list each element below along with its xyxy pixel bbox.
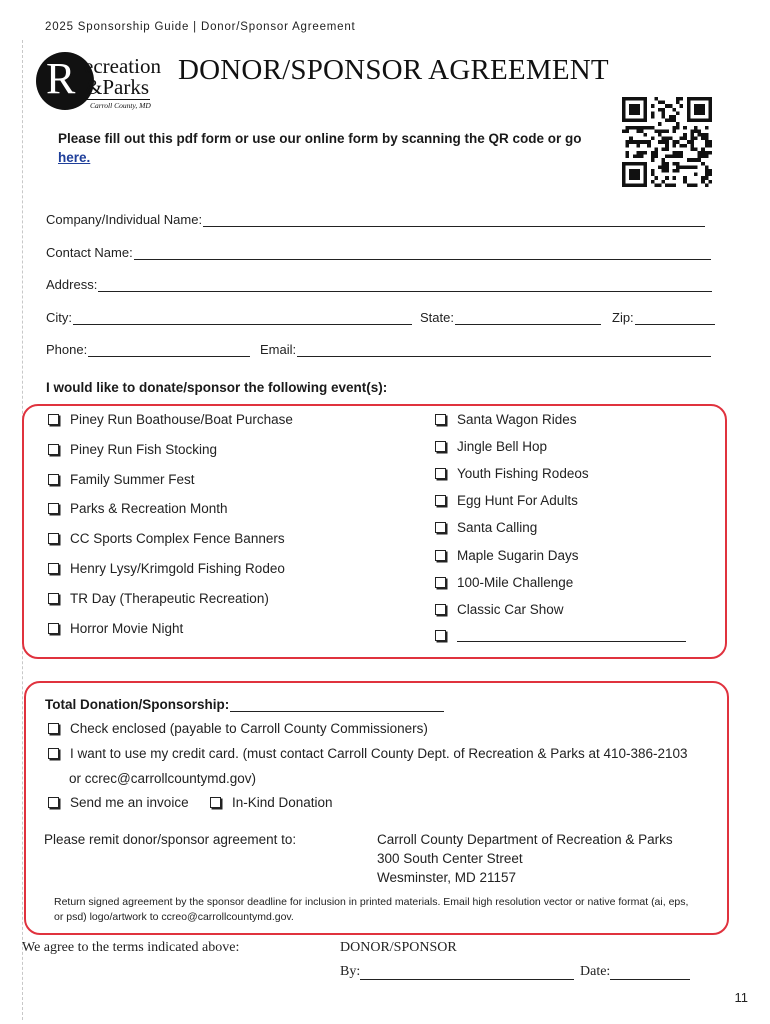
email-label: Email: <box>260 342 297 357</box>
checkbox-icon[interactable] <box>48 444 59 455</box>
city-input-line[interactable] <box>73 310 412 325</box>
signature-input-line[interactable] <box>360 967 574 980</box>
page-title: DONOR/SPONSOR AGREEMENT <box>178 54 609 86</box>
event-checkbox[interactable] <box>48 621 183 636</box>
signer-party: DONOR/SPONSOR <box>340 940 457 955</box>
signature-by-field[interactable] <box>340 964 574 980</box>
address-input-line[interactable] <box>98 277 712 292</box>
logo-word-recreation: ecreation <box>84 54 161 78</box>
event-checkbox[interactable] <box>435 575 573 590</box>
event-checkbox[interactable] <box>48 472 195 487</box>
checkbox-icon[interactable] <box>48 797 59 808</box>
credit-card-label-cont: or ccrec@carrollcountymd.gov) <box>69 771 257 786</box>
checkbox-icon[interactable] <box>48 474 59 485</box>
event-label: Parks & Recreation Month <box>70 501 228 516</box>
event-label: Horror Movie Night <box>70 621 184 636</box>
total-donation-label: Total Donation/Sponsorship: <box>45 697 230 712</box>
logo-rule <box>82 99 150 100</box>
online-form-link[interactable]: here. <box>58 150 91 165</box>
event-checkbox[interactable] <box>435 493 578 508</box>
state-field[interactable] <box>420 310 601 325</box>
submission-note: Return signed agreement by the sponsor deadline for inclusion in printed materials. Email high resolution vector or native format (ai, eps, or psd) logo/artwork to ccreo@carrollcountymd.gov. <box>54 896 689 923</box>
event-label: Classic Car Show <box>457 602 564 617</box>
event-label: Egg Hunt For Adults <box>457 493 578 508</box>
email-input-line[interactable] <box>297 342 711 357</box>
address-label: Address: <box>46 277 98 292</box>
checkbox-icon[interactable] <box>48 563 59 574</box>
company-label: Company/Individual Name: <box>46 212 203 227</box>
event-checkbox[interactable] <box>435 602 564 617</box>
checkbox-icon[interactable] <box>435 468 446 479</box>
total-donation-input-line[interactable] <box>230 699 444 712</box>
checkbox-icon[interactable] <box>435 577 446 588</box>
checkbox-icon[interactable] <box>435 441 446 452</box>
state-label: State: <box>420 310 454 325</box>
event-checkbox[interactable] <box>435 439 547 454</box>
signature-date-field[interactable] <box>580 964 690 980</box>
contact-name-input-line[interactable] <box>134 245 711 260</box>
remit-org: Carroll County Department of Recreation & Parks <box>377 832 673 847</box>
state-input-line[interactable] <box>455 310 601 325</box>
event-label: Piney Run Boathouse/Boat Purchase <box>70 412 293 427</box>
remit-label: Please remit donor/sponsor agreement to: <box>44 832 297 847</box>
checkbox-icon[interactable] <box>435 630 446 641</box>
checkbox-icon[interactable] <box>48 414 59 425</box>
agree-statement: We agree to the terms indicated above: <box>22 940 240 955</box>
event-label: Piney Run Fish Stocking <box>70 442 218 457</box>
event-checkbox[interactable] <box>48 501 228 516</box>
intro-text <box>58 129 608 167</box>
event-label: Henry Lysy/Krimgold Fishing Rodeo <box>70 561 285 576</box>
company-input-line[interactable] <box>203 212 705 227</box>
intro-body: Please fill out this pdf form or use our online form by scanning the QR code or go <box>58 131 582 146</box>
checkbox-icon[interactable] <box>48 593 59 604</box>
contact-name-label: Contact Name: <box>46 245 133 260</box>
event-label: Santa Wagon Rides <box>457 412 577 427</box>
logo-letter: R <box>46 54 76 103</box>
event-checkbox[interactable] <box>48 531 285 546</box>
event-other-input-line[interactable] <box>457 629 686 642</box>
checkbox-icon[interactable] <box>435 495 446 506</box>
phone-label: Phone: <box>46 342 88 357</box>
contact-name-field[interactable] <box>46 245 711 260</box>
invoice-label: Send me an invoice <box>70 795 189 810</box>
checkbox-icon[interactable] <box>48 623 59 634</box>
checkbox-icon[interactable] <box>435 522 446 533</box>
event-label: 100-Mile Challenge <box>457 575 574 590</box>
event-checkbox[interactable] <box>48 591 269 606</box>
event-checkbox[interactable] <box>48 442 217 457</box>
check-enclosed-option[interactable] <box>48 721 428 736</box>
event-label: Santa Calling <box>457 520 538 535</box>
in-kind-label: In-Kind Donation <box>232 795 333 810</box>
page-number: 11 <box>734 990 748 1005</box>
zip-label: Zip: <box>612 310 634 325</box>
signature-by-label: By: <box>340 964 361 979</box>
date-input-line[interactable] <box>610 967 690 980</box>
total-donation-field[interactable] <box>45 697 444 712</box>
event-checkbox[interactable] <box>435 520 537 535</box>
check-enclosed-label: Check enclosed (payable to Carroll County Commissioners) <box>70 721 428 736</box>
signature-date-label: Date: <box>580 964 611 979</box>
events-heading: I would like to donate/sponsor the following event(s): <box>46 380 388 395</box>
event-other-checkbox[interactable] <box>435 629 686 642</box>
checkbox-icon[interactable] <box>210 797 221 808</box>
checkbox-icon[interactable] <box>435 414 446 425</box>
invoice-option[interactable] <box>48 795 189 810</box>
city-label: City: <box>46 310 72 325</box>
recreation-parks-logo <box>36 52 161 114</box>
qr-code-icon[interactable] <box>622 96 712 188</box>
phone-field[interactable] <box>46 342 250 357</box>
city-field[interactable] <box>46 310 412 325</box>
credit-card-label: I want to use my credit card. (must contact Carroll County Dept. of Recreation & Parks at 410-386-2103 <box>70 746 688 761</box>
event-checkbox[interactable] <box>435 548 579 563</box>
in-kind-option[interactable] <box>210 795 333 810</box>
checkbox-icon[interactable] <box>48 748 59 759</box>
event-checkbox[interactable] <box>435 466 589 481</box>
event-checkbox[interactable] <box>48 412 293 427</box>
event-label: TR Day (Therapeutic Recreation) <box>70 591 269 606</box>
checkbox-icon[interactable] <box>435 604 446 615</box>
event-label: CC Sports Complex Fence Banners <box>70 531 285 546</box>
remit-street: 300 South Center Street <box>377 851 523 866</box>
checkbox-icon[interactable] <box>435 550 446 561</box>
email-field[interactable] <box>260 342 711 357</box>
credit-card-option[interactable] <box>48 746 688 761</box>
checkbox-icon[interactable] <box>48 503 59 514</box>
event-checkbox[interactable] <box>48 561 285 576</box>
event-label: Family Summer Fest <box>70 472 195 487</box>
zip-input-line[interactable] <box>635 310 715 325</box>
running-header: 2025 Sponsorship Guide | Donor/Sponsor Agreement <box>45 21 356 33</box>
zip-field[interactable] <box>612 310 715 325</box>
logo-subtitle: Carroll County, MD <box>90 101 151 110</box>
phone-input-line[interactable] <box>88 342 250 357</box>
event-checkbox[interactable] <box>435 412 577 427</box>
company-field[interactable] <box>46 212 705 227</box>
event-label: Youth Fishing Rodeos <box>457 466 589 481</box>
remit-city: Wesminster, MD 21157 <box>377 870 517 885</box>
checkbox-icon[interactable] <box>48 533 59 544</box>
logo-word-parks: &Parks <box>86 75 149 99</box>
address-field[interactable] <box>46 277 712 292</box>
checkbox-icon[interactable] <box>48 723 59 734</box>
event-label: Maple Sugarin Days <box>457 548 579 563</box>
event-label: Jingle Bell Hop <box>457 439 548 454</box>
